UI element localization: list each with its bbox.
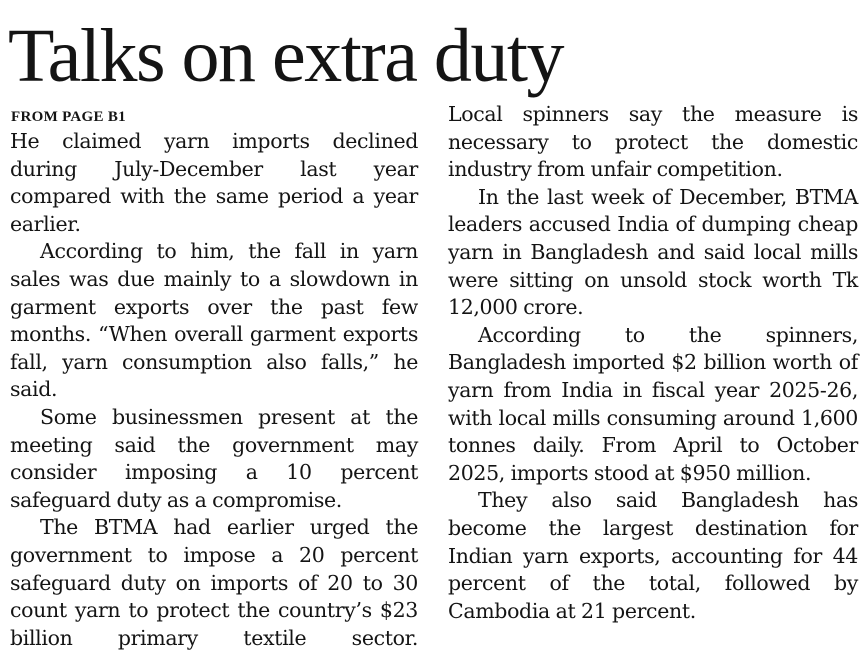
- article-paragraph: The BTMA had earlier urged the government to impose a 20 percent safeguard duty on imports of 20 to 30 count yarn to protect the country’s $23 billion primary textile sector.: [10, 515, 418, 650]
- article-headline: Talks on extra duty: [8, 14, 564, 98]
- article-paragraph: They also said Bangladesh has become the largest destination for Indian yarn exports, accounting for 44 percent of the total, followed by Cambodia at 21 percent.: [448, 488, 858, 623]
- article-paragraph: Local spinners say the measure is necessary to protect the domestic industry from unfair competition.: [448, 102, 858, 182]
- article-column-right: [448, 101, 858, 625]
- article-paragraph: In the last week of December, BTMA leaders accused India of dumping cheap yarn in Bangladesh and said local mills were sitting on unsold stock worth Tk 12,000 crore.: [448, 184, 858, 320]
- article-paragraph: According to him, the fall in yarn sales was due mainly to a slowdown in garment exports over the past few months. “When overall garment exports fall, yarn consumption also falls,” he said.: [10, 239, 418, 402]
- article-paragraph: According to the spinners, Bangladesh imported $2 billion worth of yarn from India in fiscal year 2025-26, with local mills consuming around 1,600 tonnes daily. From April to October 2025, imports stood at $950 million.: [448, 322, 858, 485]
- article-paragraph: He claimed yarn imports declined during July-December last year compared with the same period a year earlier.: [10, 129, 418, 236]
- article-column-left: [10, 128, 418, 652]
- article-paragraph: Some businessmen present at the meeting said the government may consider imposing a 10 percent safeguard duty as a compromise.: [10, 404, 418, 512]
- continuation-kicker: FROM PAGE B1: [11, 109, 126, 125]
